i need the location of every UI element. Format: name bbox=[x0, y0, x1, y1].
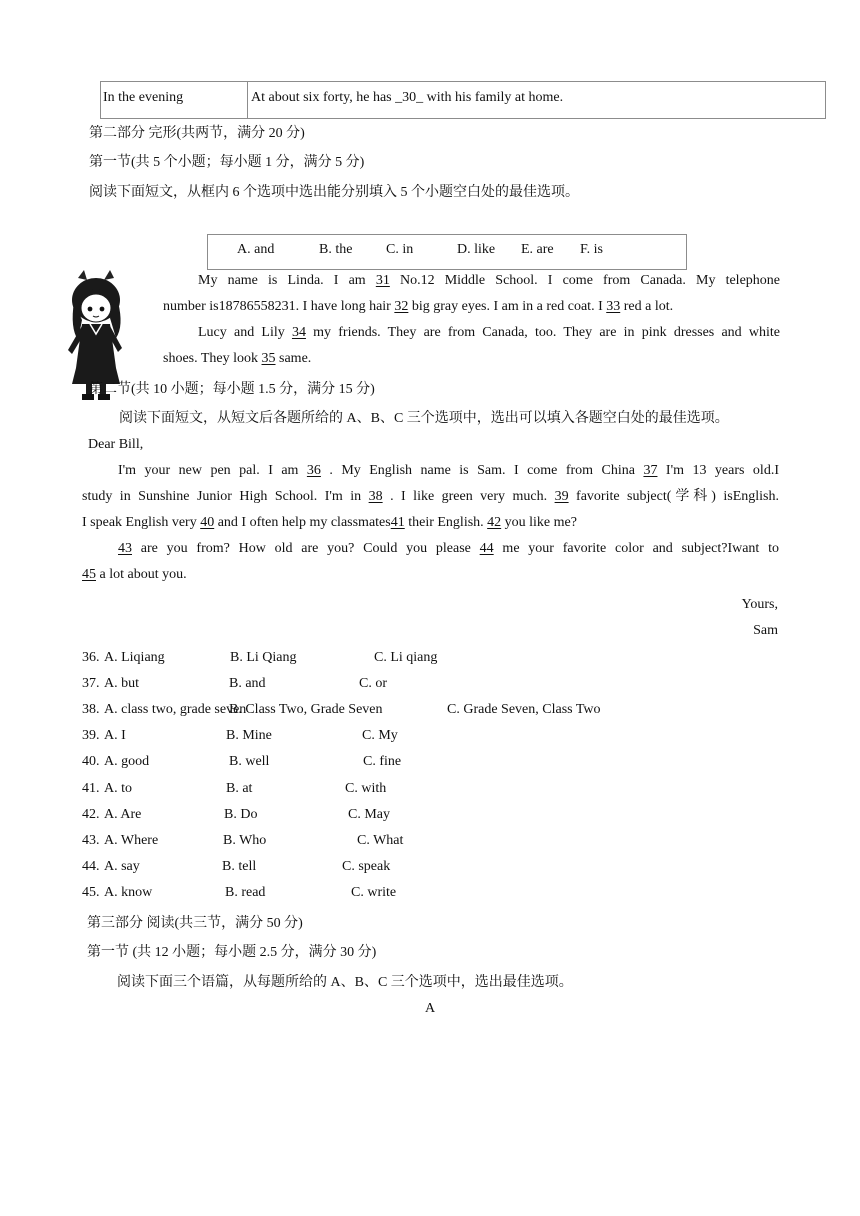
blank-42: 42 bbox=[487, 515, 502, 530]
question-number: 45. bbox=[82, 885, 100, 900]
option-a-text: A. good bbox=[104, 754, 150, 769]
text: Lucy and Lily bbox=[198, 325, 292, 340]
option-f: F. is bbox=[580, 242, 604, 257]
blank-35: 35 bbox=[261, 351, 276, 366]
option-b-text: B. Class Two, Grade Seven bbox=[229, 702, 383, 717]
question-number: 40. bbox=[82, 754, 100, 769]
blank-41: 41 bbox=[390, 515, 405, 530]
option-b: B. the bbox=[319, 242, 353, 257]
question-number: 43. bbox=[82, 833, 100, 848]
option-b-text: B. read bbox=[225, 885, 266, 900]
question-number: 44. bbox=[82, 859, 100, 874]
passage-label-a: A bbox=[425, 1001, 436, 1016]
blank-38: 38 bbox=[368, 489, 383, 504]
option-b-text: B. well bbox=[229, 754, 270, 769]
option-b-text: B. and bbox=[229, 676, 266, 691]
option-c-text: C. write bbox=[351, 885, 397, 900]
part2-section2-heading: 第二节(共 10 小题；每小题 1.5 分，满分 15 分) bbox=[89, 382, 375, 397]
option-b-text: B. Do bbox=[224, 807, 258, 822]
option-a-text: A. to bbox=[104, 781, 132, 796]
question-number: 36. bbox=[82, 650, 100, 665]
option-b-text: B. Li Qiang bbox=[230, 650, 297, 665]
option-c-text: C. speak bbox=[342, 859, 391, 874]
question-number: 37. bbox=[82, 676, 100, 691]
text: me your favorite color and subject?Iwant to bbox=[493, 541, 779, 556]
text: My name is Linda. I am bbox=[198, 273, 376, 288]
letter-line bbox=[82, 536, 779, 562]
text: are you from? How old are you? Could you please bbox=[132, 541, 480, 556]
passage-line bbox=[163, 268, 780, 294]
question-number: 39. bbox=[82, 728, 100, 743]
letter-body bbox=[82, 458, 779, 588]
text: big gray eyes. I am in a red coat. I bbox=[408, 299, 607, 314]
blank-32: 32 bbox=[394, 299, 409, 314]
option-a-text: A. know bbox=[104, 885, 153, 900]
option-e: E. are bbox=[521, 242, 554, 257]
option-a-text: A. class two, grade seven bbox=[104, 702, 247, 717]
letter-line bbox=[82, 484, 779, 510]
text: you like me? bbox=[501, 515, 577, 530]
text: their English. bbox=[404, 515, 488, 530]
text: . My English name is Sam. I come from China bbox=[320, 463, 644, 478]
part3-heading: 第三部分 阅读(共三节，满分 50 分) bbox=[87, 916, 303, 931]
option-a-text: A. say bbox=[104, 859, 140, 874]
question-number: 41. bbox=[82, 781, 100, 796]
schedule-table-row bbox=[100, 81, 826, 119]
option-c-text: C. fine bbox=[363, 754, 402, 769]
text: shoes. They look bbox=[163, 351, 262, 366]
part3-section1-heading: 第一节 (共 12 小题；每小题 2.5 分，满分 30 分) bbox=[87, 945, 377, 960]
text: red a lot. bbox=[620, 299, 674, 314]
option-c-text: C. Li qiang bbox=[374, 650, 438, 665]
question-number: 38. bbox=[82, 702, 100, 717]
part2-section2-instruction: 阅读下面短文，从短文后各题所给的 A、B、C 三个选项中，选出可以填入各题空白处的最佳选项。 bbox=[119, 411, 729, 426]
option-c-text: C. May bbox=[348, 807, 390, 822]
part2-section1-heading: 第一节(共 5 个小题；每小题 1 分，满分 5 分) bbox=[89, 155, 365, 170]
letter-greeting: Dear Bill, bbox=[88, 437, 144, 452]
text: I speak English very bbox=[82, 515, 201, 530]
blank-45: 45 bbox=[82, 567, 96, 582]
option-a-text: A. Where bbox=[104, 833, 159, 848]
option-a-text: A. I bbox=[104, 728, 126, 743]
blank-36: 36 bbox=[306, 463, 321, 478]
blank-33: 33 bbox=[606, 299, 621, 314]
option-b-text: B. Mine bbox=[226, 728, 272, 743]
text: and I often help my classmates bbox=[214, 515, 391, 530]
cloze-passage-1 bbox=[163, 268, 780, 372]
option-c-text: C. with bbox=[345, 781, 387, 796]
letter-signature: Sam bbox=[753, 623, 778, 638]
text: a lot about you. bbox=[96, 567, 187, 582]
letter-line bbox=[82, 562, 779, 588]
question-number: 42. bbox=[82, 807, 100, 822]
blank-39: 39 bbox=[554, 489, 569, 504]
text: my friends. They are from Canada, too. They are in pink dresses and white bbox=[305, 325, 780, 340]
option-b-text: B. tell bbox=[222, 859, 257, 874]
passage-line bbox=[163, 346, 780, 372]
option-a-text: A. but bbox=[104, 676, 139, 691]
text: No.12 Middle School. I come from Canada. My telephone bbox=[389, 273, 781, 288]
option-c-text: C. My bbox=[362, 728, 398, 743]
table-cell-activity: At about six forty, he has _30_ with his family at home. bbox=[251, 90, 564, 105]
passage-line bbox=[163, 294, 780, 320]
text: I'm your new pen pal. I am bbox=[118, 463, 307, 478]
passage-line bbox=[163, 320, 780, 346]
letter-line bbox=[82, 510, 779, 536]
letter-line bbox=[82, 458, 779, 484]
option-a-text: A. Liqiang bbox=[104, 650, 165, 665]
part3-section1-instruction: 阅读下面三个语篇，从每题所给的 A、B、C 三个选项中，选出最佳选项。 bbox=[117, 975, 573, 990]
blank-34: 34 bbox=[291, 325, 306, 340]
text: number is18786558231. I have long hair bbox=[163, 299, 395, 314]
option-c-text: C. or bbox=[359, 676, 387, 691]
part2-heading: 第二部分 完形(共两节，满分 20 分) bbox=[89, 126, 305, 141]
blank-43: 43 bbox=[118, 541, 132, 556]
text: favorite subject(学科) isEnglish. bbox=[568, 489, 779, 504]
blank-31: 31 bbox=[375, 273, 390, 288]
blank-40: 40 bbox=[200, 515, 215, 530]
letter-closing: Yours, bbox=[741, 597, 778, 612]
option-box bbox=[207, 234, 687, 270]
option-a-text: A. Are bbox=[104, 807, 142, 822]
option-c: C. in bbox=[386, 242, 414, 257]
option-b-text: B. at bbox=[226, 781, 253, 796]
part2-section1-instruction: 阅读下面短文，从框内 6 个选项中选出能分别填入 5 个小题空白处的最佳选项。 bbox=[89, 185, 579, 200]
option-a: A. and bbox=[237, 242, 275, 257]
option-d: D. like bbox=[457, 242, 496, 257]
table-cell-time: In the evening bbox=[101, 82, 248, 118]
blank-37: 37 bbox=[643, 463, 658, 478]
blank-44: 44 bbox=[479, 541, 494, 556]
text: study in Sunshine Junior High School. I'm in bbox=[82, 489, 369, 504]
option-b-text: B. Who bbox=[223, 833, 267, 848]
text: I'm 13 years old.I bbox=[657, 463, 779, 478]
text: . I like green very much. bbox=[382, 489, 555, 504]
text: same. bbox=[275, 351, 312, 366]
option-c-text: C. Grade Seven, Class Two bbox=[447, 702, 601, 717]
option-c-text: C. What bbox=[357, 833, 404, 848]
